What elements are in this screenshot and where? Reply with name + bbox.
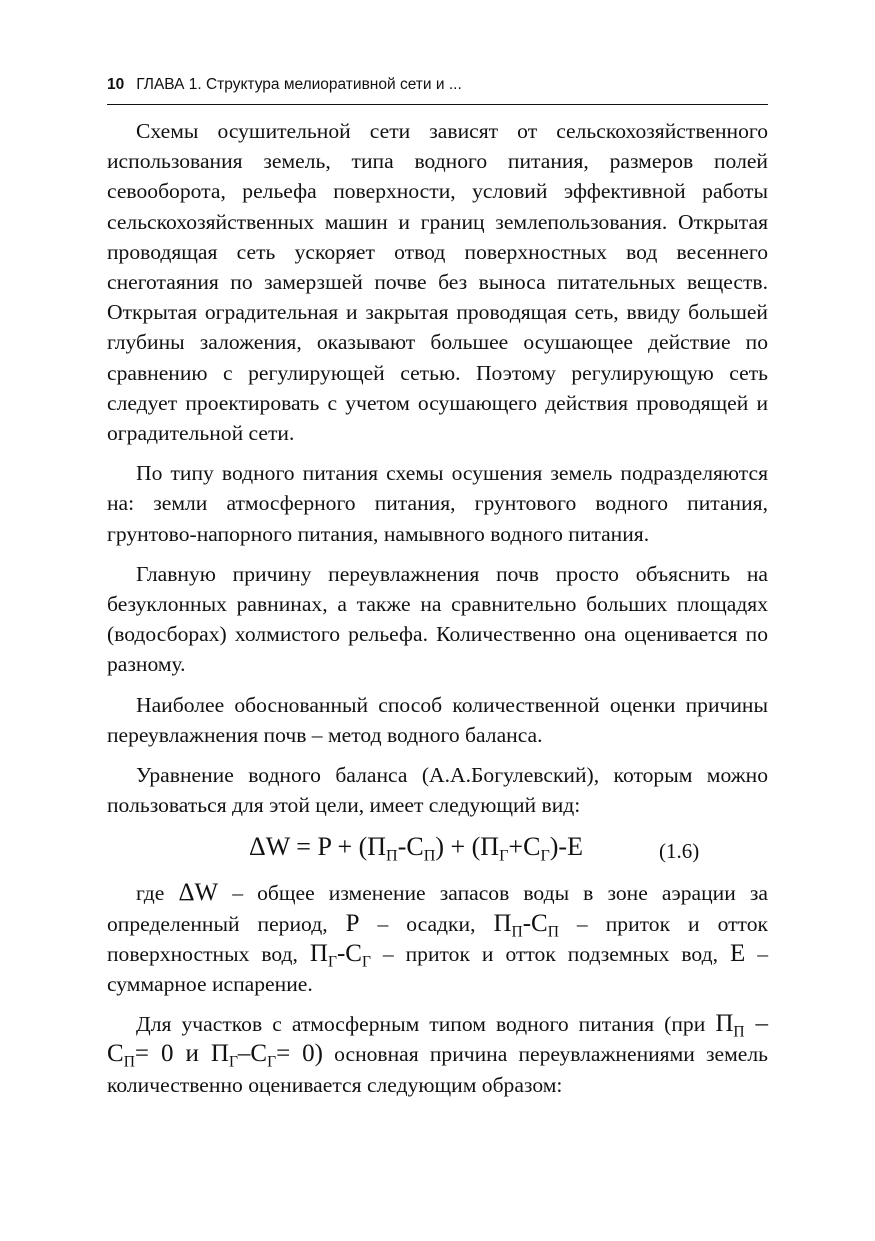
paragraph-drainage-schemes: Схемы осушительной сети зависят от сельскохозяйственного использования земель, типа водного питания, размеров полей севооборота, рельефа поверхности, условий эффективной работы сельскохозяйственных машин и границ землепользования. Открытая проводящая сеть ускоряет отвод поверхностных вод весеннего снеготаяния по замерзшей почве без выноса питательных веществ. Открытая оградительная и закрытая проводящая сеть, ввиду большей глубины заложения, оказывают большее осушающее действие по сравнению с регулирующей сетью. Поэтому регулирующую сеть следует проектировать с учетом осушающего действия проводящей и оградительной сети. bbox=[107, 119, 768, 446]
paragraph-waterlogging-cause: Главную причину переувлажнения почв просто объяснить на безуклонных равнинах, а также на сравнительно больших площадях (водосборах) холмистого рельефа. Количественно она оценивается по разному. bbox=[107, 561, 768, 677]
header-divider bbox=[107, 104, 768, 105]
chapter-title: ГЛАВА 1. Структура мелиоративной сети и ... bbox=[136, 76, 462, 93]
paragraph-equation-intro: Уравнение водного баланса (А.А.Богулевский), которым можно пользоваться для этой цели, имеет следующий вид: bbox=[107, 763, 768, 818]
paragraph-equation-terms: где ΔW – общее изменение запасов воды в зоне аэрации за определенный период, P – осадки, $П_П-С_П$ – приток и отток поверхностных вод, $П_Г-С_Г$ – приток и отток подземных вод, E – суммарное испарение. bbox=[107, 879, 768, 997]
equation-number: (1.6) bbox=[659, 839, 700, 864]
page-body bbox=[107, 116, 768, 1110]
running-header bbox=[107, 76, 767, 104]
paragraph-atmospheric-supply: Для участков с атмосферным типом водного питания (при $П_П - С_П= 0$ и $П_Г-С_Г= 0$) основная причина переувлажнениями земель количественно оценивается следующим образом: bbox=[107, 1010, 768, 1097]
water-balance-equation bbox=[107, 830, 768, 872]
equation-expression: $\Delta W = P + (П_П-С_П) + (П_Г+С_Г)-E$ bbox=[249, 832, 583, 866]
paragraph-water-supply-types: По типу водного питания схемы осушения земель подразделяются на: земли атмосферного питания, грунтового водного питания, грунтово-напорного питания, намывного водного питания. bbox=[107, 461, 768, 546]
page-number: 10 bbox=[107, 76, 125, 93]
paragraph-water-balance-method: Наиболее обоснованный способ количественной оценки причины переувлажнения почв – метод водного баланса. bbox=[107, 692, 768, 747]
